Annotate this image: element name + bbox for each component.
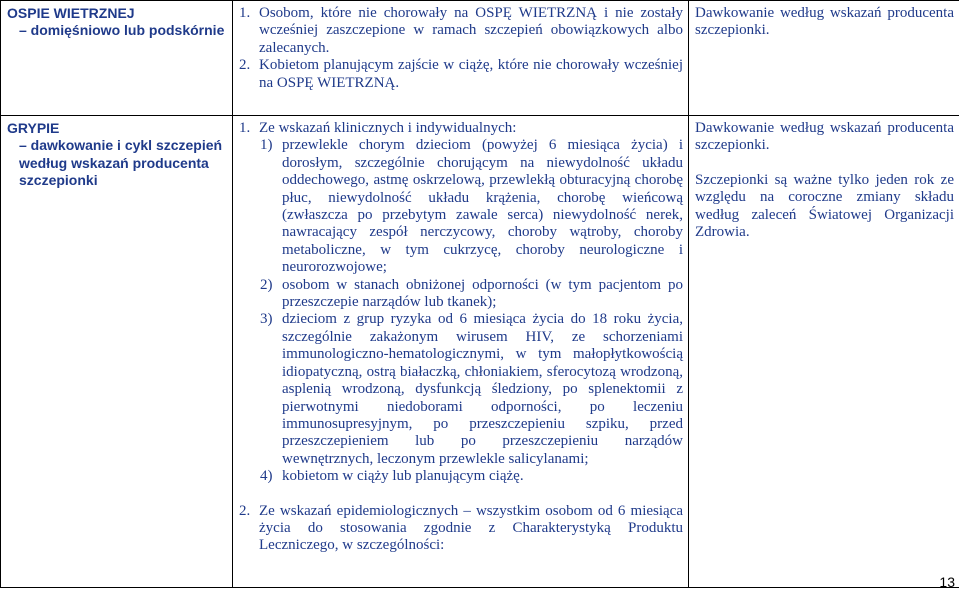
item-text: osobom w stanach obniżonej odporności (w tym pacjentom po przeszczepie narządów lub tkanek); [282,276,683,311]
item-number: 4) [260,468,273,485]
list-item [239,120,683,137]
item-text: Kobietom planującym zajście w ciążę, które nie chorowały wcześniej na OSPĘ WIETRZNĄ. [259,57,683,91]
dosing-note: Szczepionki są ważne tylko jeden rok ze względu na coroczne zmiany składu według zaleceń Światowej Organizacji Zdrowia. [695,171,954,241]
table-row [1,1,959,116]
list-item [239,277,683,312]
dosing-cell [689,116,959,588]
item-text: dzieciom z grup ryzyka od 6 miesiąca życia do 18 roku życia, szczególnie zakażonym wirusem HIV, ze schorzeniami immunologiczno-hematologicznymi, w tym małopłytkowością idiopatyczną, ostrą białaczką, chłoniakiem, sferocytozą wrodzoną, asplenią wrodzoną, dysfunkcją śledziony, po splenektomii z pierwotnymi niedoborami odporności, po leczeniu immunosupresyjnym, po przeszczepieniu szpiku, przed przeszczepieniem lub po przeszczepieniu narządów wewnętrznych, leczonym przewlekle salicylanami; [282,311,683,467]
item-text: Ze wskazań epidemiologicznych – wszystkim osobom od 6 miesiąca życia do stosowania zgodnie z Charakterystyką Produktu Leczniczego, w szczególności: [259,502,683,554]
vaccine-dosing-note: – dawkowanie i cykl szczepień według wskazań producenta szczepionki [19,137,223,189]
page-number: 13 [939,574,955,590]
list-item [239,57,683,92]
vaccine-name-cell [1,116,233,588]
item-number: 3) [260,311,273,328]
item-text: Osobom, które nie chorowały na OSPĘ WIETRZNĄ i nie zostały wcześniej zaszczepione w ramach szczepień obowiązkowych albo zalecanych. [259,5,683,56]
dosing-text: Dawkowanie według wskazań producenta szczepionki. [695,120,954,154]
list-item [239,137,683,276]
indications-cell [233,116,689,588]
vaccine-route: – domięśniowo lub podskórnie [19,22,225,39]
item-number: 1. [239,5,251,21]
table-row [1,116,959,588]
indications-cell [233,1,689,116]
item-number: 1) [260,137,273,154]
list-item [239,468,683,485]
item-number: 2. [239,502,251,519]
vaccine-title: OSPIE WIETRZNEJ [7,5,135,21]
list-item [239,5,683,57]
item-text: Ze wskazań klinicznych i indywidualnych: [259,120,517,136]
vaccine-title: GRYPIE [7,120,60,136]
item-number: 2) [260,276,273,293]
item-text: kobietom w ciąży lub planującym ciążę. [282,468,524,485]
dosing-text: Dawkowanie według wskazań producenta szczepionki. [695,5,954,39]
vaccine-name-cell [1,1,233,116]
item-text: przewlekle chorym dzieciom (powyżej 6 miesiąca życia) i dorosłym, szczególnie chorującym na niewydolność układu oddechowego, astmę oskrzelową, przewlekłą obturacyjną chorobę płuc, niewydolność układu krążenia, chorobę wieńcową (zwłaszcza po przebytym zawale serca) niewydolność nerek, nawracający zespół nerczycowy, choroby wątroby, choroby metaboliczne, w tym cukrzycę, choroby neurologiczne i neurorozwojowe; [282,137,683,276]
list-item [239,311,683,468]
item-number: 1. [239,120,251,136]
list-item [239,503,683,555]
item-number: 2. [239,57,251,74]
dosing-cell [689,1,959,116]
